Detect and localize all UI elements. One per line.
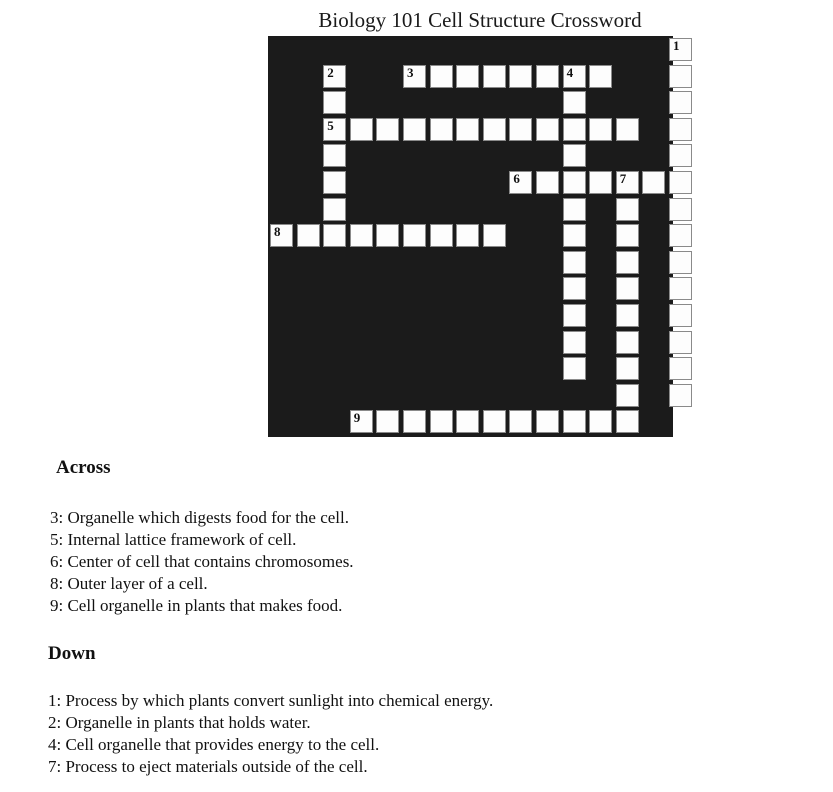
crossword-cell[interactable] [616, 277, 639, 300]
down-heading: Down [48, 643, 96, 664]
down-clue-4: 4: Cell organelle that provides energy to the cell. [48, 735, 380, 754]
crossword-cell[interactable] [563, 91, 586, 114]
crossword-cell[interactable] [563, 331, 586, 354]
crossword-cell[interactable] [616, 118, 639, 141]
crossword-cell[interactable] [323, 198, 346, 221]
crossword-cell[interactable] [323, 144, 346, 167]
across-clue-6: 6: Center of cell that contains chromosomes. [50, 552, 354, 571]
crossword-cell[interactable] [669, 331, 692, 354]
crossword-cell[interactable] [403, 65, 426, 88]
crossword-cell[interactable] [669, 384, 692, 407]
crossword-cell[interactable] [616, 251, 639, 274]
crossword-cell[interactable] [589, 171, 612, 194]
crossword-cell[interactable] [616, 224, 639, 247]
crossword-cell[interactable] [669, 198, 692, 221]
crossword-cell[interactable] [536, 171, 559, 194]
crossword-cell[interactable] [616, 331, 639, 354]
crossword-cell[interactable] [323, 91, 346, 114]
crossword-cell[interactable] [616, 304, 639, 327]
crossword-cell[interactable] [430, 224, 453, 247]
across-heading: Across [56, 457, 111, 478]
crossword-cell[interactable] [430, 118, 453, 141]
crossword-cell[interactable] [563, 277, 586, 300]
across-clue-3: 3: Organelle which digests food for the cell. [50, 508, 349, 527]
crossword-cell[interactable] [616, 171, 639, 194]
crossword-cell[interactable] [350, 224, 373, 247]
crossword-cell[interactable] [376, 224, 399, 247]
crossword-cell[interactable] [403, 410, 426, 433]
crossword-cell[interactable] [536, 410, 559, 433]
crossword-cell[interactable] [563, 144, 586, 167]
crossword-cell[interactable] [563, 198, 586, 221]
crossword-cell[interactable] [642, 171, 665, 194]
crossword-cell[interactable] [403, 224, 426, 247]
crossword-cell[interactable] [563, 357, 586, 380]
crossword-cell[interactable] [456, 224, 479, 247]
crossword-cell[interactable] [669, 144, 692, 167]
crossword-cell[interactable] [589, 410, 612, 433]
across-clue-5: 5: Internal lattice framework of cell. [50, 530, 297, 549]
clue-number: 2 [327, 64, 334, 80]
crossword-cell[interactable] [669, 171, 692, 194]
crossword-cell[interactable] [430, 65, 453, 88]
down-clue-2: 2: Organelle in plants that holds water. [48, 713, 311, 732]
clue-number: 3 [407, 64, 414, 80]
crossword-cell[interactable] [483, 410, 506, 433]
crossword-cell[interactable] [509, 410, 532, 433]
crossword-cell[interactable] [669, 304, 692, 327]
clue-number: 1 [673, 38, 680, 53]
crossword-cell[interactable] [669, 38, 692, 61]
crossword-cell[interactable] [323, 65, 346, 88]
crossword-cell[interactable] [616, 357, 639, 380]
crossword-cell[interactable] [483, 118, 506, 141]
crossword-cell[interactable] [509, 118, 532, 141]
crossword-cell[interactable] [350, 118, 373, 141]
crossword-cell[interactable] [589, 118, 612, 141]
crossword-cell[interactable] [563, 304, 586, 327]
crossword-cell[interactable] [563, 65, 586, 88]
crossword-cell[interactable] [483, 224, 506, 247]
across-clue-9: 9: Cell organelle in plants that makes food. [50, 596, 343, 615]
crossword-cell[interactable] [563, 118, 586, 141]
crossword-cell[interactable] [403, 118, 426, 141]
crossword-cell[interactable] [376, 118, 399, 141]
crossword-cell[interactable] [509, 65, 532, 88]
crossword-cell[interactable] [669, 357, 692, 380]
clue-number: 8 [274, 224, 281, 240]
down-clue-1: 1: Process by which plants convert sunlight into chemical energy. [48, 691, 494, 710]
crossword-cell[interactable] [616, 384, 639, 407]
crossword-cell[interactable] [669, 65, 692, 88]
clue-number: 5 [327, 117, 334, 133]
crossword-cell[interactable] [270, 224, 293, 247]
crossword-cell[interactable] [563, 171, 586, 194]
crossword-cell[interactable] [563, 410, 586, 433]
clue-number: 4 [566, 64, 574, 80]
crossword-cell[interactable] [589, 65, 612, 88]
crossword-cell[interactable] [563, 251, 586, 274]
crossword-cell[interactable] [456, 118, 479, 141]
crossword-cell[interactable] [616, 198, 639, 221]
crossword-cell[interactable] [483, 65, 506, 88]
crossword-cell[interactable] [669, 224, 692, 247]
crossword-cell[interactable] [430, 410, 453, 433]
crossword-cell[interactable] [456, 65, 479, 88]
crossword-cell[interactable] [456, 410, 479, 433]
crossword-cell[interactable] [563, 224, 586, 247]
crossword-cell[interactable] [350, 410, 373, 433]
crossword-cell[interactable] [323, 171, 346, 194]
crossword-cell[interactable] [297, 224, 320, 247]
crossword-cell[interactable] [323, 224, 346, 247]
crossword-cell[interactable] [323, 118, 346, 141]
crossword-cell[interactable] [536, 65, 559, 88]
page-title: Biology 101 Cell Structure Crossword [318, 8, 642, 32]
clue-number: 7 [619, 171, 627, 186]
clue-number: 9 [353, 410, 361, 426]
crossword-cell[interactable] [669, 91, 692, 114]
crossword-cell[interactable] [669, 118, 692, 141]
crossword-cell[interactable] [536, 118, 559, 141]
crossword-cell[interactable] [669, 251, 692, 274]
clue-number: 6 [513, 171, 520, 186]
crossword-cell[interactable] [669, 277, 692, 300]
crossword-cell[interactable] [509, 171, 532, 194]
down-clue-list [48, 690, 493, 778]
crossword-grid [268, 36, 680, 437]
down-clue-7: 7: Process to eject materials outside of the cell. [48, 757, 368, 776]
across-clue-8: 8: Outer layer of a cell. [50, 574, 208, 593]
crossword-cell[interactable] [376, 410, 399, 433]
crossword-cell[interactable] [616, 410, 639, 433]
across-clue-list [50, 507, 354, 617]
